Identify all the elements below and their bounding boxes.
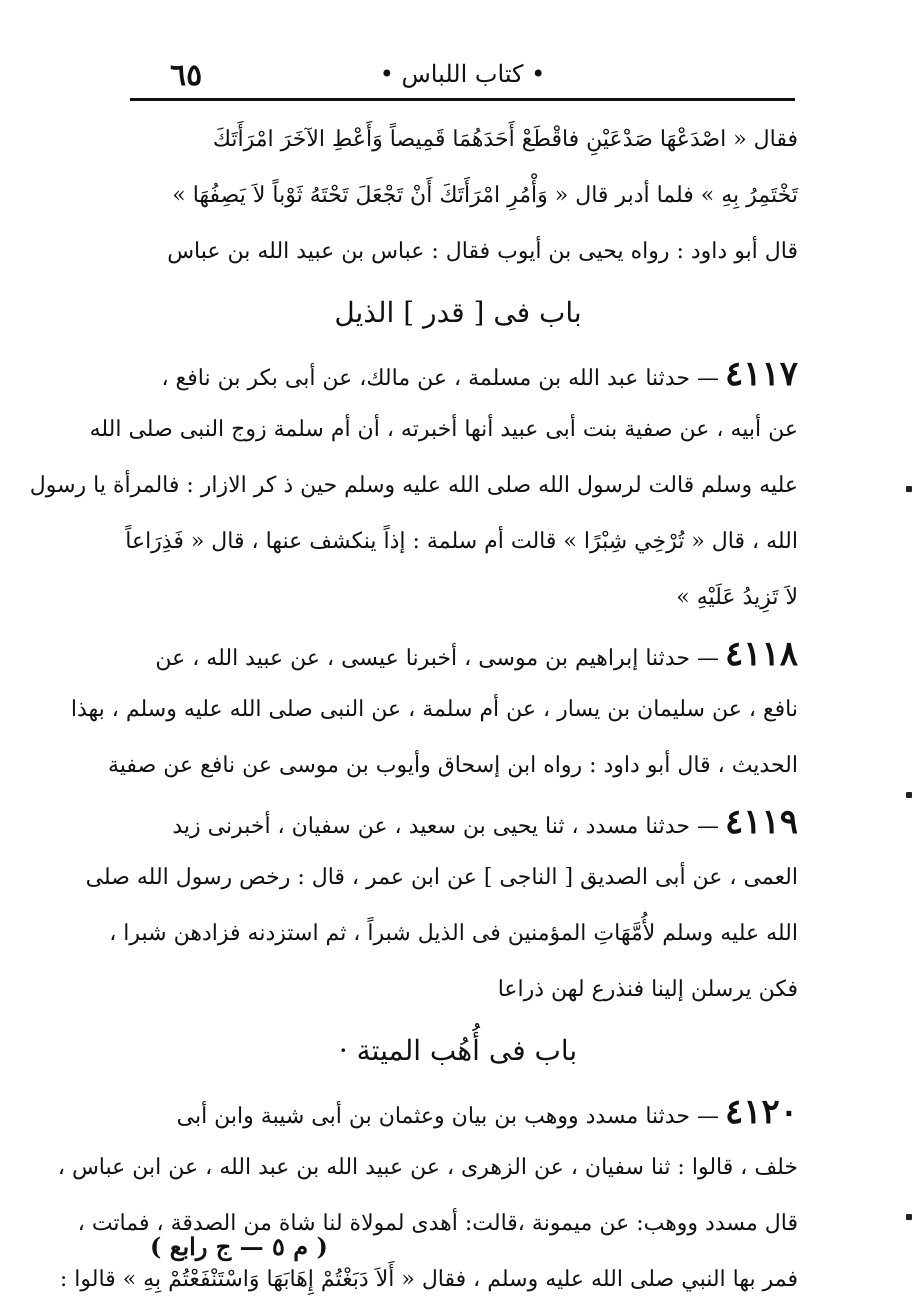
text-line: خلف ، قالوا : ثنا سفيان ، عن الزهرى ، عن عبيد الله بن عبد الله ، عن ابن عباس ، xyxy=(57,1155,798,1180)
chapter-heading: باب فى [ قدر ] الذيل xyxy=(334,296,582,329)
chapter-heading: باب فى أُهُب الميتة · xyxy=(338,1034,578,1067)
text-line: قال مسدد ووهب: عن ميمونة ،قالت: أهدى لمولاة لنا شاة من الصدقة ، فماتت ، xyxy=(77,1211,798,1236)
hadith-4119-first-line xyxy=(118,794,798,850)
text-line: — حدثنا مسدد ، ثنا يحيى بن سعيد ، عن سفيان ، أخبرنى زيد xyxy=(172,814,719,839)
text-line: قال أبو داود : رواه يحيى بن أيوب فقال : عباس بن عبيد الله بن عباس xyxy=(167,239,798,264)
hadith-number: ٤١١٧ xyxy=(724,354,798,394)
text-line: — حدثنا مسدد ووهب بن بيان وعثمان بن أبى شيبة وابن أبى xyxy=(176,1104,719,1129)
text-line: فمر بها النبي صلى الله عليه وسلم ، فقال « أَلاَ دَبَغْتُمْ إِهَابَهَا وَاسْتَنْفَعْتُمْ بِهِ » قالوا : xyxy=(59,1267,798,1292)
running-title: • كتاب اللباس • xyxy=(379,60,546,88)
page-number: ٦٥ xyxy=(170,58,203,93)
text-line: لاَ تَزِيدُ عَلَيْهِ » xyxy=(676,585,798,610)
scan-speck xyxy=(906,1214,912,1220)
text-line: الله عليه وسلم لأُمَّهَاتِ المؤمنين فى الذيل شبراً ، ثم استزدنه فزادهن شبرا ، xyxy=(109,921,798,946)
text-line: عليه وسلم قالت لرسول الله صلى الله عليه وسلم حين ذ كر الازار : فالمرأة يا رسول xyxy=(29,473,798,498)
text-line: نافع ، عن سليمان بن يسار ، عن أم سلمة ، عن النبى صلى الله عليه وسلم ، بهذا xyxy=(70,697,798,722)
scan-speck xyxy=(906,792,912,798)
text-line: — حدثنا عبد الله بن مسلمة ، عن مالك، عن أبى بكر بن نافع ، xyxy=(161,366,719,391)
text-line: عن أبيه ، عن صفية بنت أبى عبيد أنها أخبرته ، أن أم سلمة زوج النبى صلى الله xyxy=(89,417,798,442)
hadith-number: ٤١١٨ xyxy=(724,634,798,674)
page-header xyxy=(130,52,795,96)
hadith-4118-first-line xyxy=(118,626,798,682)
text-line: فقال « اصْدَعْهَا صَدْعَيْنِ فاقْطَعْ أَحَدَهُمَا قَمِيصاً وَأَعْطِ الآخَرَ امْرَأَتَكَ xyxy=(212,127,798,152)
header-divider xyxy=(130,98,795,101)
signature-mark: ( م ٥ — ج رابع ) xyxy=(150,1232,328,1261)
text-line: — حدثنا إبراهيم بن موسى ، أخبرنا عيسى ، عن عبيد الله ، عن xyxy=(155,646,719,671)
scan-speck xyxy=(906,486,912,492)
hadith-number: ٤١١٩ xyxy=(724,802,798,842)
page-body xyxy=(29,112,798,1308)
text-line: فكن يرسلن إلينا فنذرع لهن ذراعا xyxy=(497,977,798,1002)
text-line: الله ، قال « تُرْخِي شِبْرًا » قالت أم سلمة : إذاً ينكشف عنها ، قال « فَذِرَاعاً xyxy=(125,529,798,554)
text-line: العمى ، عن أبى الصديق [ الناجى ] عن ابن عمر ، قال : رخص رسول الله صلى xyxy=(85,865,798,890)
hadith-number: ٤١٢٠ xyxy=(724,1092,798,1132)
hadith-4117-first-line xyxy=(118,346,798,402)
text-line: الحديث ، قال أبو داود : رواه ابن إسحاق وأيوب بن موسى عن نافع عن صفية xyxy=(108,753,798,778)
text-line: تَخْتَمِرُ بِهِ » فلما أدبر قال « وَأْمُرِ امْرَأَتَكَ أَنْ تَجْعَلَ تَحْتَهُ ثَوْباً لاَ يَصِفُهَا » xyxy=(172,183,798,208)
hadith-4120-first-line xyxy=(118,1084,798,1140)
